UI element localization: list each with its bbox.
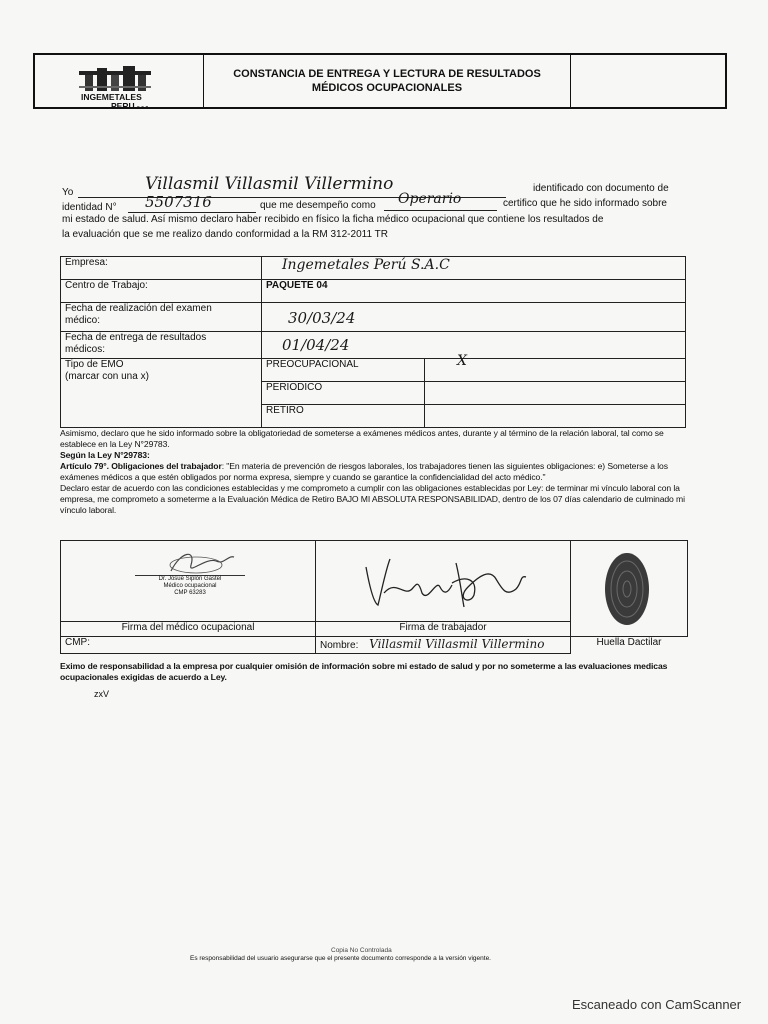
medico-label: Firma del médico ocupacional [61, 622, 316, 637]
fecha-examen-row [61, 303, 686, 332]
document-title [204, 55, 571, 107]
position-handwritten: Operario [398, 191, 462, 207]
fecha-entrega-label-2: médicos: [65, 344, 106, 355]
certifico-label: certifico que he sido informado sobre [503, 198, 667, 209]
empresa-label: Empresa: [61, 257, 262, 280]
logo-name: INGEMETALES [81, 92, 142, 102]
yo-label: Yo [62, 187, 74, 198]
option-preocupacional: PREOCUPACIONAL [262, 359, 425, 382]
stamp-line-1: Dr. Josue Siplón Gastel [135, 575, 245, 583]
stray-mark: zxV [94, 689, 110, 699]
tipo-label-1: Tipo de EMO [65, 359, 124, 370]
logo-country: PERU [111, 101, 135, 111]
huella-label: Huella Dactilar [596, 637, 662, 648]
empresa-value: Ingemetales Perú S.A.C [282, 257, 450, 273]
worker-signature-cell [316, 541, 571, 622]
option-retiro: RETIRO [262, 405, 425, 428]
fingerprint-cell [571, 541, 688, 648]
doctor-signature-cell [61, 541, 316, 622]
position-line [384, 210, 497, 211]
title-line-1: CONSTANCIA DE ENTREGA Y LECTURA DE RESULTADOS [233, 68, 541, 80]
stamp-line-3: CMP 63283 [174, 590, 206, 596]
stamp-line-2: Médico ocupacional [163, 583, 217, 589]
nombre-value: Villasmil Villasmil Villermino [369, 637, 545, 651]
centro-row [61, 280, 686, 303]
declaration-line-4: la evaluación que se me realizo dando conformidad a la RM 312-2011 TR [62, 229, 388, 240]
identidad-label: identidad N° [62, 202, 117, 213]
legal-paragraph-3 [60, 461, 688, 483]
fecha-examen-label-2: médico: [65, 315, 101, 326]
fecha-entrega-label-1: Fecha de entrega de resultados [65, 332, 207, 343]
fecha-examen-label-1: Fecha de realización del examen [65, 303, 212, 314]
info-table [60, 256, 686, 428]
legal-paragraph-4: Declaro estar de acuerdo con las condiciones establecidas y me comprometo a cumplir con las obligaciones establecidas por Ley: de terminar mi vínculo laboral con la empresa, me comprometo a someterme a la Evaluación Médica de Retiro BAJO MI ABSOLUTA RESPONSABILIDAD, dentro de los 07 días calendario de culminado mi vínculo laboral. [60, 483, 685, 515]
doctor-stamp [135, 575, 245, 597]
article-79-title: Artículo 79°. Obligaciones del trabajador [60, 461, 222, 471]
camscanner-watermark: Escaneado con CamScanner [572, 997, 742, 1012]
identificado-label: identificado con documento de [533, 183, 669, 194]
fecha-entrega-row [61, 332, 686, 359]
document-header [33, 53, 727, 109]
cmp-label: CMP: [61, 637, 316, 654]
retiro-mark-cell [425, 405, 686, 428]
legal-paragraph-2: Según la Ley N°29783: [60, 450, 150, 460]
legal-paragraph-1: Asimismo, declaro que he sido informado sobre la obligatoriedad de someterse a exámenes médicos antes, durante y al término de la relación laboral, tal como se establece en la Ley N°29783. [60, 428, 664, 449]
logo-text [81, 93, 148, 113]
title-line-2: MÉDICOS OCUPACIONALES [311, 82, 463, 94]
declaration-line-3: mi estado de salud. Así mismo declaro haber recibido en físico la ficha médico ocupacional que contiene los resultados de [62, 214, 604, 225]
trabajador-label: Firma de trabajador [316, 622, 571, 637]
preocupacional-mark: X [457, 353, 467, 369]
centro-label: Centro de Trabajo: [61, 280, 262, 303]
fecha-entrega-value: 01/04/24 [282, 336, 350, 354]
signature-table [60, 540, 688, 654]
id-number-handwritten: 5507316 [145, 193, 212, 211]
option-periodico: PERIODICO [262, 382, 425, 405]
desempeno-label: que me desempeño como [260, 200, 376, 211]
company-logo-icon [75, 65, 155, 93]
fingerprint-icon [599, 549, 655, 631]
copia-no-controlada: Copia No Controlada [331, 947, 392, 954]
tipo-label-2: (marcar con una x) [65, 371, 149, 382]
eximo-text: Eximo de responsabilidad a la empresa por cualquier omisión de información sobre mi estado de salud y por no someterme a las evaluaciones medicas ocupacionales exigidas de acuerdo a Ley. [60, 661, 668, 682]
legal-text [60, 428, 688, 516]
fecha-examen-value: 30/03/24 [288, 309, 356, 327]
logo-suffix: s.a.c [137, 105, 149, 111]
tipo-row-1 [61, 359, 686, 382]
empresa-row [61, 257, 686, 280]
centro-value: PAQUETE 04 [262, 280, 686, 303]
article-79-text: : "En materia de prevención de riesgos laborales, los trabajadores tienen las siguientes obligaciones: e) Someterse a los exámenes médicos a que estén obligados por norma expresa, siempre y cuando se garantice la confidencialidad del acto médico." [60, 461, 668, 482]
doctor-signature-icon [166, 547, 236, 577]
periodico-mark-cell [425, 382, 686, 405]
worker-signature-icon [356, 549, 536, 609]
worker-name-handwritten: Villasmil Villasmil Villermino [145, 174, 394, 194]
header-blank-cell [571, 55, 725, 107]
nombre-label: Nombre: [320, 640, 359, 651]
logo-cell [35, 55, 204, 111]
responsabilidad-note: Es responsabilidad del usuario asegurarse que el presente documento corresponde a la versión vigente. [190, 955, 491, 962]
